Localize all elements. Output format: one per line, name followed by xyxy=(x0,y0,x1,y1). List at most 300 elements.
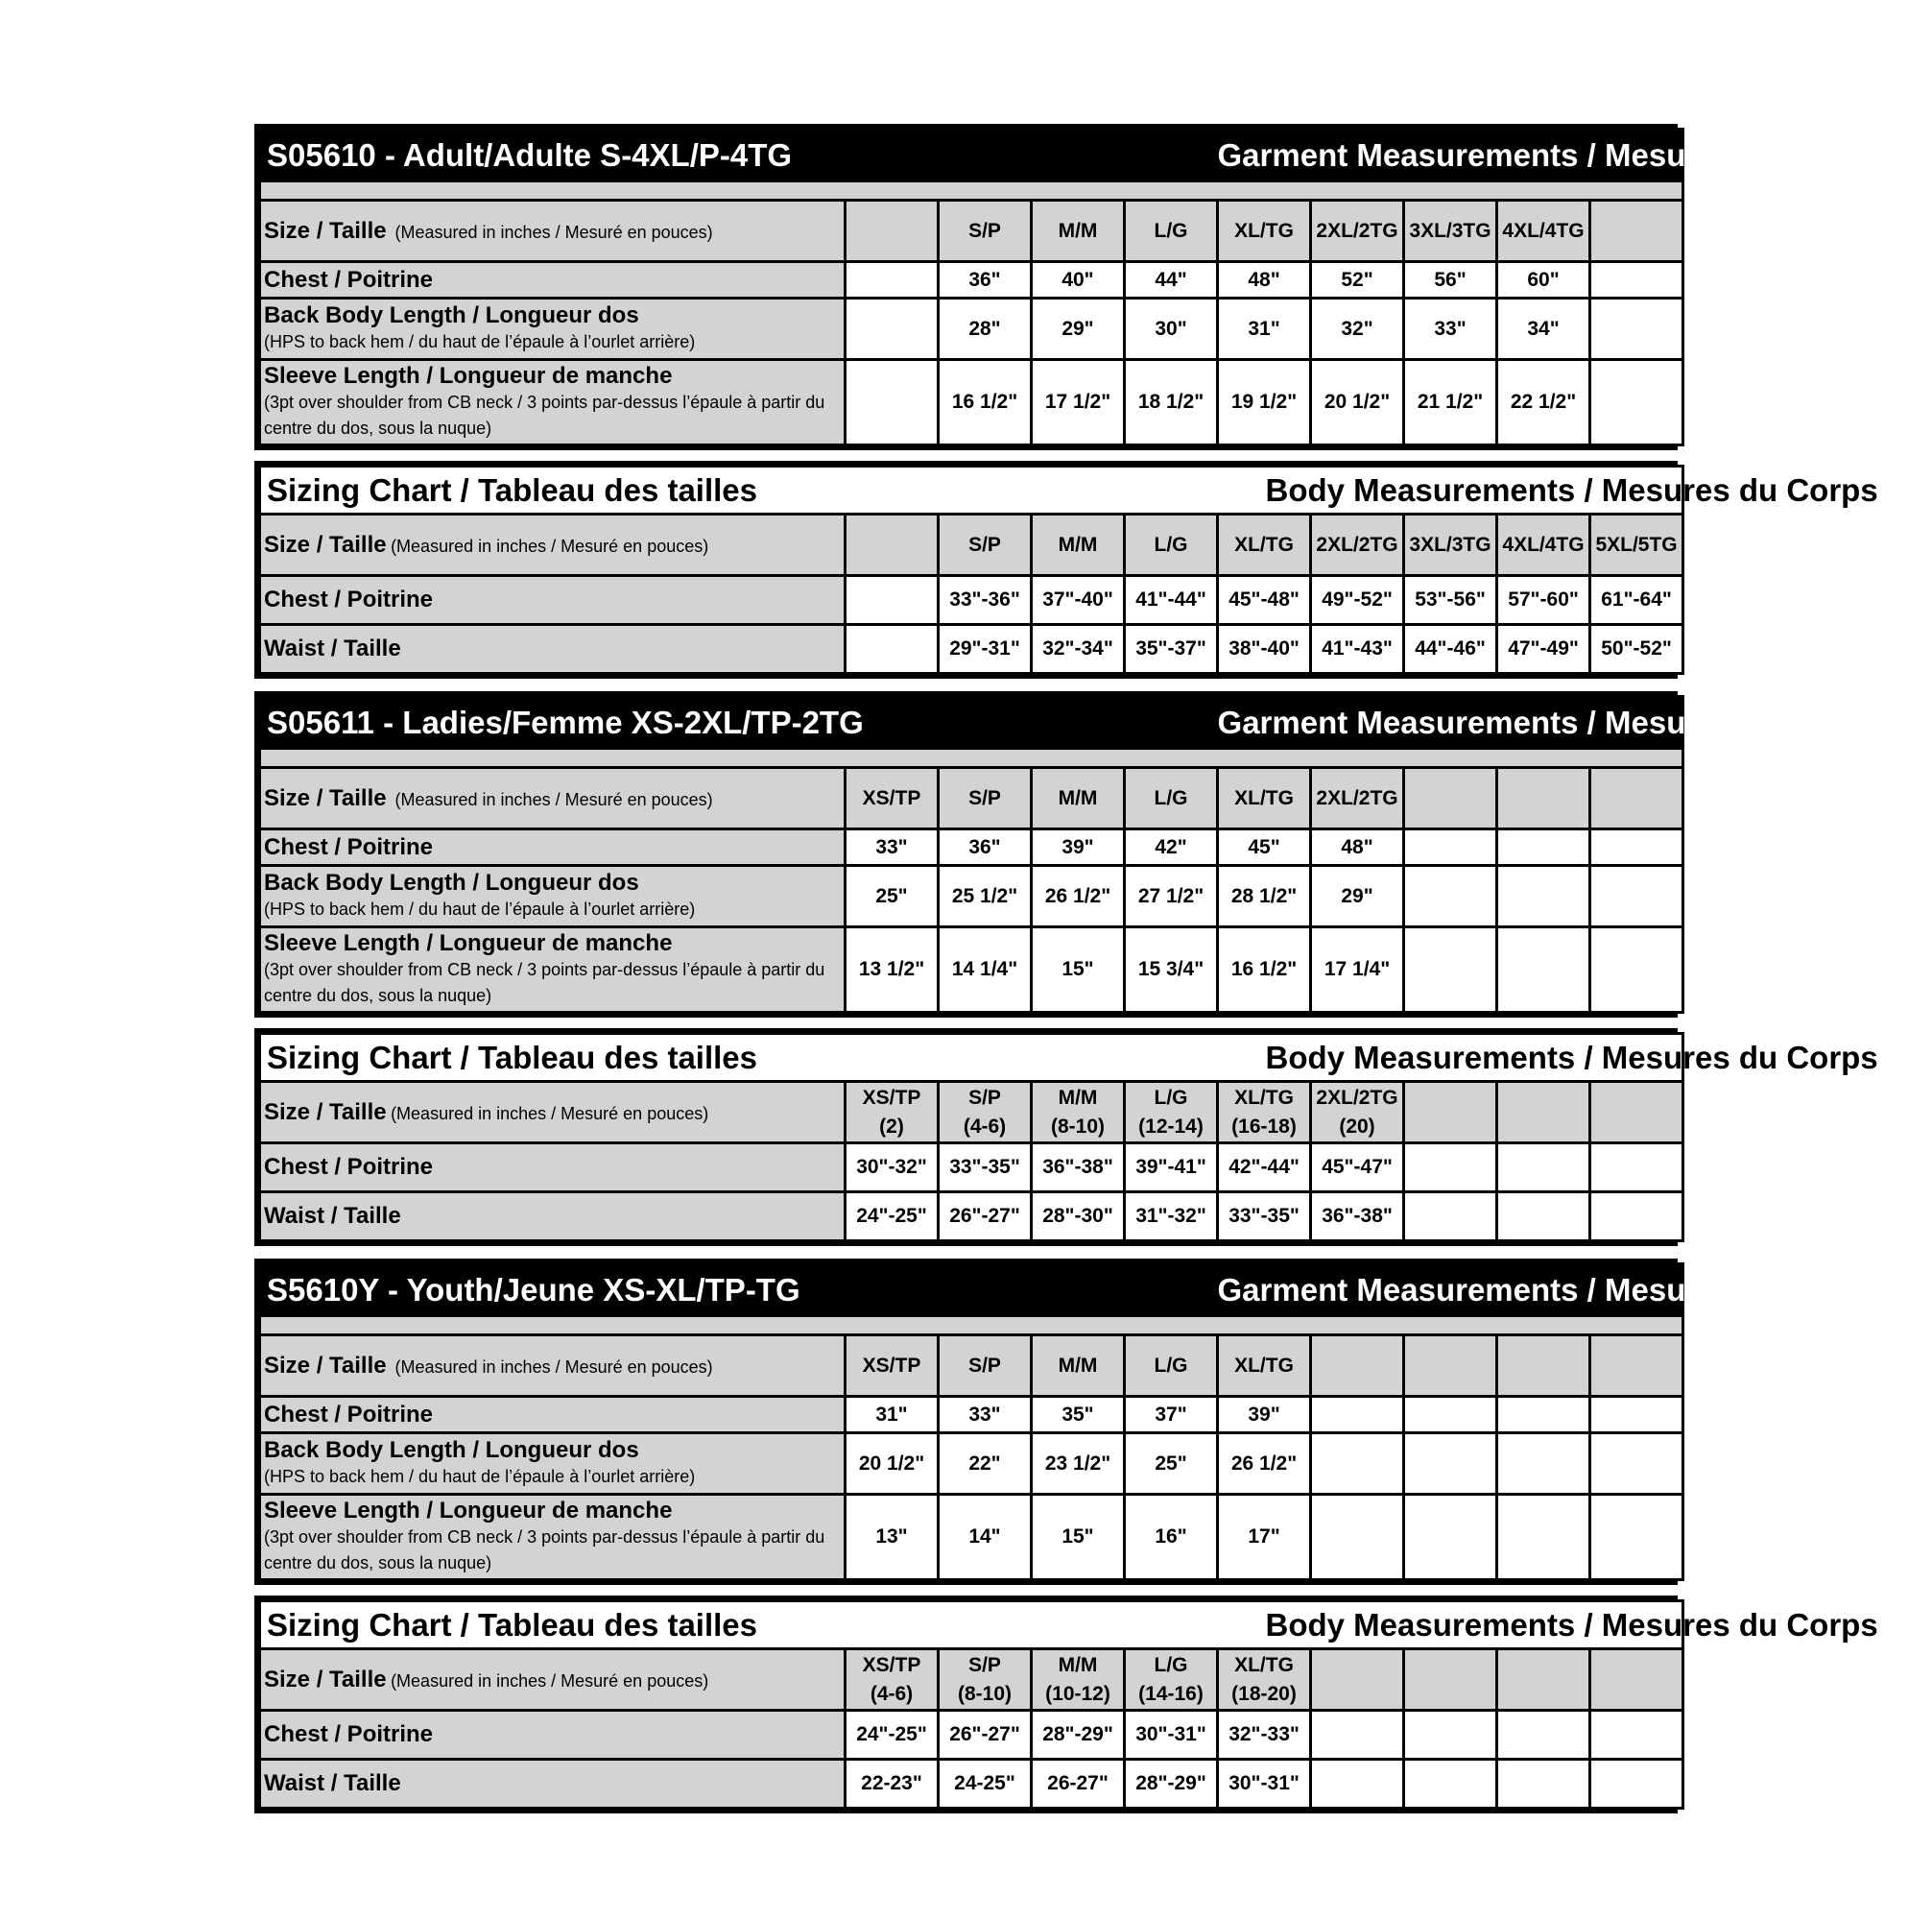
measurement-value: 53"-56" xyxy=(1415,588,1486,611)
row-label-cell xyxy=(260,927,846,1013)
empty-cell xyxy=(846,262,939,299)
measurement-value: 13 1/2" xyxy=(858,958,925,980)
row-label-cell xyxy=(260,768,846,829)
size-label: L/G xyxy=(1154,219,1188,242)
measurement-value: 57"-60" xyxy=(1508,588,1579,611)
size-label: L/G xyxy=(1154,1086,1188,1109)
size-label: 3XL/3TG xyxy=(1409,533,1491,556)
size-row xyxy=(260,201,1683,262)
row-label-note: (HPS to back hem / du haut de l’épaule à l’ourlet arrière) xyxy=(264,332,696,351)
measurement-cell xyxy=(1125,1433,1218,1495)
garment-measurements-title: Garment Measurements / Mesures du Vêtement xyxy=(1218,1264,1683,1316)
row-label: Chest / Poitrine xyxy=(264,587,434,612)
measurement-cell xyxy=(1218,1433,1311,1495)
size-label: XL/TG xyxy=(1234,533,1294,556)
row-label-cell xyxy=(260,299,846,360)
measurement-value: 26 1/2" xyxy=(1044,884,1111,907)
measurement-cell xyxy=(1218,625,1311,674)
measurement-value: 29" xyxy=(1341,884,1373,907)
measurement-cell xyxy=(846,1760,939,1809)
size-range-label: (16-18) xyxy=(1231,1115,1297,1138)
measurement-value: 16 1/2" xyxy=(1230,958,1298,980)
empty-cell xyxy=(1497,1760,1590,1809)
row-label: Size / Taille xyxy=(264,1666,387,1692)
row-label: Chest / Poitrine xyxy=(264,1401,434,1428)
size-header-cell xyxy=(1125,515,1218,576)
sizing-chart-title: Sizing Chart / Tableau des tailles xyxy=(260,467,1218,515)
measurement-cell xyxy=(1032,360,1125,445)
empty-cell xyxy=(1497,866,1590,927)
size-label: XL/TG xyxy=(1234,219,1294,242)
empty-cell xyxy=(1590,1143,1683,1192)
measurement-value: 48" xyxy=(1248,268,1280,291)
row-label-cell xyxy=(260,625,846,674)
measurement-value: 22 1/2" xyxy=(1510,391,1577,413)
empty-cell xyxy=(846,201,939,262)
spacer-row xyxy=(260,1316,1683,1335)
measurement-cell xyxy=(1311,1192,1404,1241)
measurement-cell xyxy=(846,829,939,866)
measurement-cell xyxy=(1218,299,1311,360)
size-header-cell xyxy=(1311,1082,1404,1143)
size-header-cell xyxy=(1218,1335,1311,1397)
row-label: Sleeve Length / Longueur de manche xyxy=(264,930,673,956)
row-label-cell xyxy=(260,1760,846,1809)
measurement-cell xyxy=(1404,262,1497,299)
measurement-cell xyxy=(1125,262,1218,299)
size-header-cell xyxy=(1311,515,1404,576)
measurement-value: 33"-35" xyxy=(949,1156,1020,1178)
row-label: Waist / Taille xyxy=(264,636,401,661)
measurement-value: 30"-31" xyxy=(1135,1723,1206,1745)
measurement-cell xyxy=(1125,829,1218,866)
measurement-cell xyxy=(1311,866,1404,927)
measurement-value: 24"-25" xyxy=(856,1723,927,1745)
measurement-value: 48" xyxy=(1341,835,1373,858)
empty-cell xyxy=(1404,866,1497,927)
size-range-label: (8-10) xyxy=(957,1682,1013,1705)
size-range-label: (14-16) xyxy=(1138,1682,1204,1705)
measurement-value: 33"-35" xyxy=(1228,1205,1300,1227)
measurement-cell xyxy=(846,1192,939,1241)
measurement-value: 30" xyxy=(1155,317,1187,340)
measurement-cell xyxy=(939,1143,1032,1192)
measurement-value: 42"-44" xyxy=(1228,1156,1300,1178)
size-label: M/M xyxy=(1058,786,1098,809)
measurement-value: 13" xyxy=(875,1525,908,1548)
measurement-value: 36"-38" xyxy=(1322,1205,1393,1227)
body-measurements-title: Body Measurements / Mesures du Corps xyxy=(1218,1034,1683,1082)
row-label-cell xyxy=(260,515,846,576)
measurement-cell xyxy=(1218,1711,1311,1760)
empty-cell xyxy=(1590,1711,1683,1760)
empty-cell xyxy=(1404,768,1497,829)
empty-cell xyxy=(1590,1335,1683,1397)
measurement-value: 24-25" xyxy=(954,1772,1015,1794)
measurement-cell xyxy=(1032,829,1125,866)
empty-cell xyxy=(1497,927,1590,1013)
row-label-note: (Measured in inches / Mesuré en pouces) xyxy=(391,536,709,556)
measurement-value: 16" xyxy=(1155,1525,1187,1548)
size-label: 5XL/5TG xyxy=(1595,533,1678,556)
waist-row xyxy=(260,625,1683,674)
measurement-cell xyxy=(1404,299,1497,360)
measurement-cell xyxy=(1218,1495,1311,1580)
size-header-cell xyxy=(1218,201,1311,262)
size-label: 2XL/2TG xyxy=(1316,219,1398,242)
size-header-cell xyxy=(1218,1082,1311,1143)
size-header-cell xyxy=(939,201,1032,262)
empty-cell xyxy=(1404,1192,1497,1241)
size-label: 2XL/2TG xyxy=(1316,786,1398,809)
row-label-cell xyxy=(260,1649,846,1711)
size-header-cell xyxy=(1032,768,1125,829)
measurement-cell xyxy=(1125,360,1218,445)
measurement-value: 52" xyxy=(1341,268,1373,291)
size-header-cell xyxy=(846,1649,939,1711)
measurement-value: 33" xyxy=(968,1403,1001,1426)
chest-row xyxy=(260,1397,1683,1433)
size-header-cell xyxy=(1125,201,1218,262)
measurement-cell xyxy=(1125,625,1218,674)
youth-title: S5610Y - Youth/Jeune XS-XL/TP-TG xyxy=(260,1264,1218,1316)
measurement-value: 32" xyxy=(1341,317,1373,340)
empty-cell xyxy=(1497,1143,1590,1192)
size-header-cell xyxy=(939,1649,1032,1711)
measurement-cell xyxy=(846,1711,939,1760)
measurement-cell xyxy=(1125,1711,1218,1760)
measurement-value: 31" xyxy=(875,1403,908,1426)
size-header-cell xyxy=(1032,201,1125,262)
size-label: 4XL/4TG xyxy=(1502,533,1585,556)
measurement-value: 42" xyxy=(1155,835,1187,858)
measurement-value: 33" xyxy=(875,835,908,858)
measurement-cell xyxy=(939,262,1032,299)
row-label-cell xyxy=(260,1711,846,1760)
measurement-value: 61"-64" xyxy=(1601,588,1672,611)
measurement-value: 28"-30" xyxy=(1042,1205,1113,1227)
row-label-cell xyxy=(260,1335,846,1397)
row-label-cell xyxy=(260,360,846,445)
row-label: Back Body Length / Longueur dos xyxy=(264,870,639,896)
empty-cell xyxy=(1590,1649,1683,1711)
size-range-label: (2) xyxy=(879,1115,904,1138)
size-label: M/M xyxy=(1058,1354,1098,1377)
measurement-value: 26-27" xyxy=(1047,1772,1109,1794)
size-range-label: (10-12) xyxy=(1045,1682,1110,1705)
chest-row xyxy=(260,829,1683,866)
size-range-label: (12-14) xyxy=(1138,1115,1204,1138)
measurement-value: 40" xyxy=(1061,268,1094,291)
empty-cell xyxy=(1497,1495,1590,1580)
measurement-value: 18 1/2" xyxy=(1137,391,1205,413)
measurement-cell xyxy=(939,1711,1032,1760)
measurement-value: 36" xyxy=(968,268,1001,291)
measurement-value: 30"-32" xyxy=(856,1156,927,1178)
size-header-cell xyxy=(1404,201,1497,262)
empty-cell xyxy=(1497,1649,1590,1711)
size-row xyxy=(260,1335,1683,1397)
row-label-note: (HPS to back hem / du haut de l’épaule à l’ourlet arrière) xyxy=(264,900,696,919)
measurement-value: 25 1/2" xyxy=(951,884,1018,907)
size-header-cell xyxy=(1497,201,1590,262)
measurement-cell xyxy=(1311,927,1404,1013)
empty-cell xyxy=(846,625,939,674)
measurement-cell xyxy=(846,1143,939,1192)
size-label: M/M xyxy=(1058,1086,1098,1109)
measurement-value: 33" xyxy=(1434,317,1467,340)
measurement-value: 28" xyxy=(968,317,1001,340)
measurement-value: 47"-49" xyxy=(1508,637,1579,660)
measurement-cell xyxy=(1032,1433,1125,1495)
size-header-cell xyxy=(939,1082,1032,1143)
measurement-cell xyxy=(1032,1143,1125,1192)
chest-row xyxy=(260,1143,1683,1192)
measurement-cell xyxy=(846,927,939,1013)
empty-cell xyxy=(1404,1711,1497,1760)
row-label-note: centre du dos, sous la nuque) xyxy=(264,419,492,438)
empty-cell xyxy=(1311,1433,1404,1495)
size-row xyxy=(260,1649,1683,1711)
measurement-value: 26 1/2" xyxy=(1230,1452,1298,1475)
size-label: XS/TP xyxy=(862,1086,921,1109)
empty-cell xyxy=(1311,1495,1404,1580)
measurement-cell xyxy=(939,829,1032,866)
size-label: 3XL/3TG xyxy=(1409,219,1491,242)
measurement-value: 38"-40" xyxy=(1228,637,1300,660)
measurement-value: 21 1/2" xyxy=(1417,391,1484,413)
row-label-note: (HPS to back hem / du haut de l’épaule à l’ourlet arrière) xyxy=(264,1467,696,1486)
adult-garment-table xyxy=(254,124,1932,450)
measurement-value: 28"-29" xyxy=(1135,1772,1206,1794)
ladies-garment-table xyxy=(254,691,1932,1018)
back-length-row xyxy=(260,1433,1683,1495)
row-label-note: (3pt over shoulder from CB neck / 3 points par-dessus l’épaule à partir du xyxy=(264,960,825,979)
measurement-cell xyxy=(846,1433,939,1495)
empty-cell xyxy=(1404,927,1497,1013)
size-label: XL/TG xyxy=(1234,786,1294,809)
size-range-label: (4-6) xyxy=(870,1682,914,1705)
row-label: Back Body Length / Longueur dos xyxy=(264,302,639,328)
measurement-value: 35"-37" xyxy=(1135,637,1206,660)
measurement-cell xyxy=(1125,299,1218,360)
measurement-value: 26"-27" xyxy=(949,1723,1020,1745)
measurement-cell xyxy=(1218,1143,1311,1192)
size-header-cell xyxy=(1125,768,1218,829)
empty-cell xyxy=(1590,1433,1683,1495)
size-label: S/P xyxy=(968,786,1001,809)
row-label: Size / Taille xyxy=(264,217,387,244)
ladies-title: S05611 - Ladies/Femme XS-2XL/TP-2TG xyxy=(260,697,1218,749)
measurement-value: 41"-43" xyxy=(1322,637,1393,660)
measurement-value: 33"-36" xyxy=(949,588,1020,611)
measurement-cell xyxy=(939,1397,1032,1433)
adult-body-table xyxy=(254,461,1878,679)
sizing-chart-title: Sizing Chart / Tableau des tailles xyxy=(260,1034,1218,1082)
measurement-cell xyxy=(846,1495,939,1580)
row-label-cell xyxy=(260,1495,846,1580)
size-label: XL/TG xyxy=(1234,1653,1294,1676)
empty-cell xyxy=(1404,1760,1497,1809)
row-label: Waist / Taille xyxy=(264,1770,401,1796)
back-length-row xyxy=(260,299,1683,360)
row-label-cell xyxy=(260,262,846,299)
chest-row xyxy=(260,1711,1683,1760)
youth-garment-table xyxy=(254,1259,1932,1585)
size-label: S/P xyxy=(968,1086,1001,1109)
measurement-value: 32"-34" xyxy=(1042,637,1113,660)
empty-cell xyxy=(846,299,939,360)
size-range-label: (4-6) xyxy=(963,1115,1007,1138)
row-label: Chest / Poitrine xyxy=(264,1154,434,1180)
size-label: 2XL/2TG xyxy=(1316,533,1398,556)
size-header-cell xyxy=(939,768,1032,829)
waist-row xyxy=(260,1760,1683,1809)
size-label: XL/TG xyxy=(1234,1086,1294,1109)
measurement-cell xyxy=(1404,360,1497,445)
row-label: Sleeve Length / Longueur de manche xyxy=(264,1498,673,1524)
row-label: Chest / Poitrine xyxy=(264,266,434,293)
size-header-cell xyxy=(1125,1082,1218,1143)
empty-cell xyxy=(1497,768,1590,829)
measurement-cell xyxy=(1125,1760,1218,1809)
empty-cell xyxy=(1590,768,1683,829)
measurement-cell xyxy=(1497,576,1590,625)
empty-cell xyxy=(1404,829,1497,866)
row-label: Size / Taille xyxy=(264,784,387,811)
measurement-cell xyxy=(1032,1397,1125,1433)
size-header-cell xyxy=(1218,515,1311,576)
empty-cell xyxy=(1404,1082,1497,1143)
measurement-cell xyxy=(1125,576,1218,625)
row-label-note: (3pt over shoulder from CB neck / 3 points par-dessus l’épaule à partir du xyxy=(264,1527,825,1547)
measurement-cell xyxy=(939,1192,1032,1241)
row-label-cell xyxy=(260,576,846,625)
empty-cell xyxy=(1404,1143,1497,1192)
measurement-cell xyxy=(1311,1143,1404,1192)
spacer-row xyxy=(260,749,1683,768)
measurement-cell xyxy=(1032,299,1125,360)
row-label-cell xyxy=(260,1143,846,1192)
size-label: L/G xyxy=(1154,1653,1188,1676)
sleeve-length-row xyxy=(260,927,1683,1013)
measurement-cell xyxy=(1125,1397,1218,1433)
empty-cell xyxy=(1311,1760,1404,1809)
measurement-value: 15" xyxy=(1061,1525,1094,1548)
size-label: L/G xyxy=(1154,533,1188,556)
measurement-cell xyxy=(939,866,1032,927)
measurement-value: 24"-25" xyxy=(856,1205,927,1227)
size-label: L/G xyxy=(1154,1354,1188,1377)
measurement-value: 36" xyxy=(968,835,1001,858)
measurement-value: 25" xyxy=(875,884,908,907)
sleeve-length-row xyxy=(260,1495,1683,1580)
empty-cell xyxy=(1590,1192,1683,1241)
empty-cell xyxy=(1590,829,1683,866)
row-label: Size / Taille xyxy=(264,1352,387,1379)
measurement-value: 14 1/4" xyxy=(951,958,1018,980)
empty-cell xyxy=(1590,1760,1683,1809)
empty-cell xyxy=(846,576,939,625)
size-label: M/M xyxy=(1058,219,1098,242)
garment-measurements-title: Garment Measurements / Mesures du Vêtement xyxy=(1218,697,1683,749)
empty-cell xyxy=(1590,299,1683,360)
empty-cell xyxy=(1590,201,1683,262)
size-label: XS/TP xyxy=(862,1653,921,1676)
measurement-cell xyxy=(1032,625,1125,674)
measurement-cell xyxy=(1032,866,1125,927)
empty-cell xyxy=(1590,360,1683,445)
row-label-note: (3pt over shoulder from CB neck / 3 points par-dessus l’épaule à partir du xyxy=(264,393,825,412)
empty-cell xyxy=(1404,1649,1497,1711)
measurement-cell xyxy=(939,625,1032,674)
size-header-cell xyxy=(1032,1082,1125,1143)
measurement-value: 22-23" xyxy=(861,1772,922,1794)
measurement-cell xyxy=(1218,360,1311,445)
size-label: XS/TP xyxy=(862,786,921,809)
measurement-cell xyxy=(939,927,1032,1013)
empty-cell xyxy=(846,360,939,445)
measurement-value: 31" xyxy=(1248,317,1280,340)
measurement-cell xyxy=(939,1760,1032,1809)
size-range-label: (18-20) xyxy=(1231,1682,1297,1705)
size-row xyxy=(260,515,1683,576)
row-label-cell xyxy=(260,1192,846,1241)
size-label: M/M xyxy=(1058,533,1098,556)
waist-row xyxy=(260,1192,1683,1241)
measurement-cell xyxy=(1218,1192,1311,1241)
measurement-value: 22" xyxy=(968,1452,1001,1475)
measurement-value: 28"-29" xyxy=(1042,1723,1113,1745)
size-header-cell xyxy=(939,1335,1032,1397)
measurement-value: 15" xyxy=(1061,958,1094,980)
sizing-chart-title: Sizing Chart / Tableau des tailles xyxy=(260,1601,1218,1649)
row-label-cell xyxy=(260,1397,846,1433)
measurement-value: 49"-52" xyxy=(1322,588,1393,611)
empty-cell xyxy=(1590,1082,1683,1143)
empty-cell xyxy=(1497,1082,1590,1143)
measurement-value: 34" xyxy=(1527,317,1560,340)
ladies-body-table xyxy=(254,1028,1878,1246)
measurement-value: 17 1/2" xyxy=(1044,391,1111,413)
measurement-cell xyxy=(939,299,1032,360)
measurement-value: 27 1/2" xyxy=(1137,884,1205,907)
measurement-value: 25" xyxy=(1155,1452,1187,1475)
measurement-value: 30"-31" xyxy=(1228,1772,1300,1794)
size-header-cell xyxy=(1218,1649,1311,1711)
row-label-note: (Measured in inches / Mesuré en pouces) xyxy=(394,789,713,809)
measurement-value: 39"-41" xyxy=(1135,1156,1206,1178)
empty-cell xyxy=(1404,1495,1497,1580)
measurement-value: 37" xyxy=(1155,1403,1187,1426)
measurement-value: 44" xyxy=(1155,268,1187,291)
measurement-cell xyxy=(1218,829,1311,866)
row-label: Size / Taille xyxy=(264,531,387,558)
measurement-cell xyxy=(1032,1711,1125,1760)
measurement-value: 16 1/2" xyxy=(951,391,1018,413)
measurement-value: 29"-31" xyxy=(949,637,1020,660)
measurement-cell xyxy=(1590,625,1683,674)
empty-cell xyxy=(1497,1397,1590,1433)
size-label: L/G xyxy=(1154,786,1188,809)
measurement-cell xyxy=(1218,576,1311,625)
measurement-cell xyxy=(1497,625,1590,674)
measurement-value: 17 1/4" xyxy=(1324,958,1391,980)
empty-cell xyxy=(1590,262,1683,299)
chest-row xyxy=(260,576,1683,625)
measurement-cell xyxy=(1032,1495,1125,1580)
size-header-cell xyxy=(1125,1335,1218,1397)
